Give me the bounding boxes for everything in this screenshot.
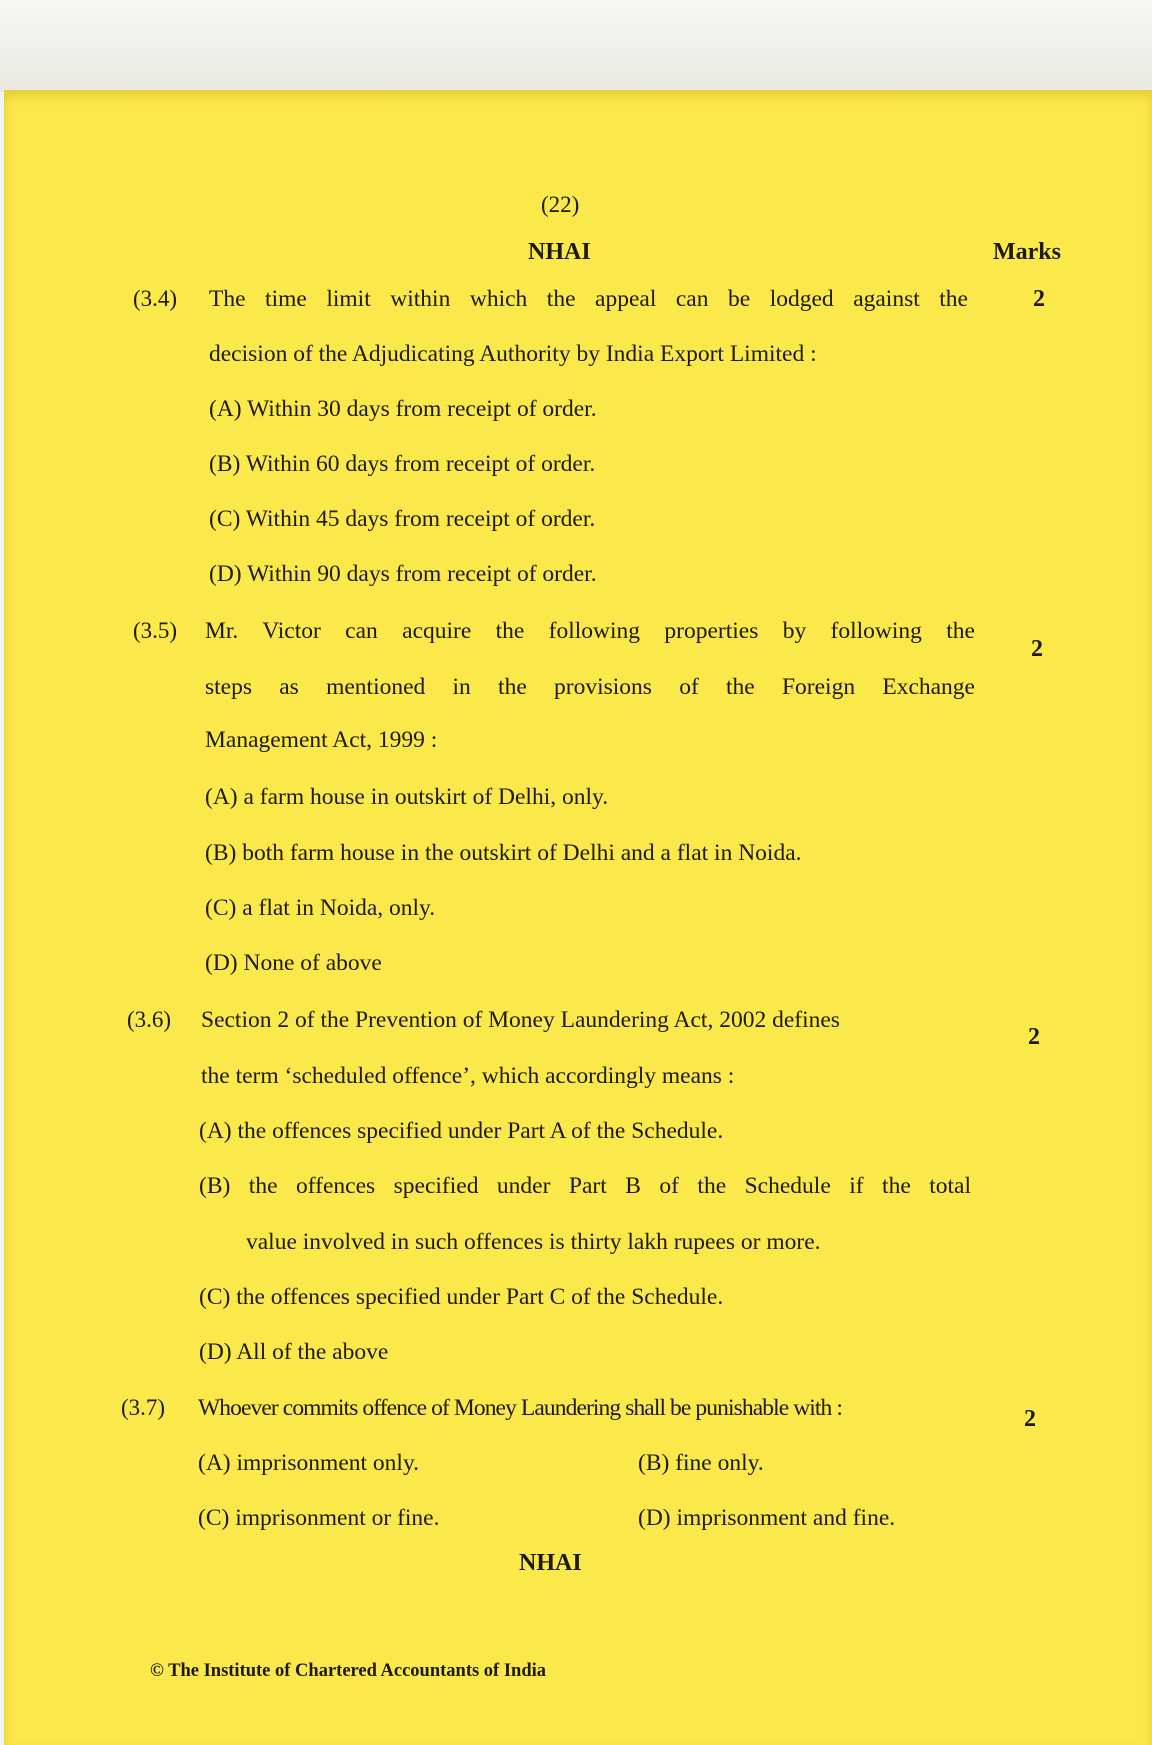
- answer-option: (A) the offences specified under Part A of the Schedule.: [199, 1118, 724, 1144]
- answer-option: (D) None of above: [205, 950, 382, 976]
- question-text-line: Mr. Victor can acquire the following properties by following the: [205, 618, 975, 644]
- question-mark: 2: [1024, 1406, 1036, 1432]
- question-number: (3.6): [127, 1007, 172, 1032]
- answer-option: (C) a flat in Noida, only.: [205, 895, 436, 921]
- question-number: (3.4): [133, 286, 178, 311]
- answer-option: (C) imprisonment or fine.: [198, 1505, 440, 1531]
- answer-option-continued: value involved in such offences is thirty lakh rupees or more.: [246, 1229, 821, 1255]
- answer-option: (B) Within 60 days from receipt of order.: [209, 451, 596, 477]
- page-number: (22): [541, 192, 580, 217]
- answer-option: (C) Within 45 days from receipt of order.: [209, 506, 596, 532]
- question-mark: 2: [1028, 1024, 1040, 1050]
- question-number: (3.5): [133, 618, 178, 643]
- page-header-title: NHAI: [528, 239, 591, 265]
- question-mark: 2: [1031, 636, 1043, 662]
- answer-option: (D) All of the above: [199, 1339, 389, 1365]
- answer-option: (B) the offences specified under Part B of the Schedule if the total: [199, 1173, 971, 1199]
- exam-page: [4, 90, 1152, 1745]
- answer-option: (B) both farm house in the outskirt of Delhi and a flat in Noida.: [205, 840, 802, 866]
- answer-option: (D) imprisonment and fine.: [638, 1505, 896, 1531]
- scan-background: [0, 0, 1152, 92]
- marks-column-header: Marks: [993, 239, 1061, 265]
- question-text-line: steps as mentioned in the provisions of the Foreign Exchange: [205, 674, 975, 700]
- answer-option: (A) Within 30 days from receipt of order.: [209, 396, 597, 422]
- question-text-line: Management Act, 1999 :: [205, 727, 438, 753]
- question-text-line: Section 2 of the Prevention of Money Laundering Act, 2002 defines: [201, 1007, 840, 1033]
- answer-option: (C) the offences specified under Part C of the Schedule.: [199, 1284, 724, 1310]
- answer-option: (B) fine only.: [638, 1450, 764, 1476]
- question-mark: 2: [1033, 286, 1045, 312]
- question-text-line: decision of the Adjudicating Authority by India Export Limited :: [209, 341, 817, 367]
- copyright-notice: © The Institute of Chartered Accountants of India: [150, 1661, 547, 1681]
- answer-option: (D) Within 90 days from receipt of order.: [209, 561, 597, 587]
- question-number: (3.7): [121, 1395, 166, 1420]
- answer-option: (A) a farm house in outskirt of Delhi, only.: [205, 784, 609, 810]
- page-footer-title: NHAI: [519, 1550, 582, 1576]
- answer-option: (A) imprisonment only.: [198, 1450, 420, 1476]
- question-text-line: Whoever commits offence of Money Laundering shall be punishable with :: [198, 1395, 842, 1421]
- question-text-line: the term ‘scheduled offence’, which accordingly means :: [201, 1063, 735, 1089]
- question-text-line: The time limit within which the appeal can be lodged against the: [209, 286, 968, 312]
